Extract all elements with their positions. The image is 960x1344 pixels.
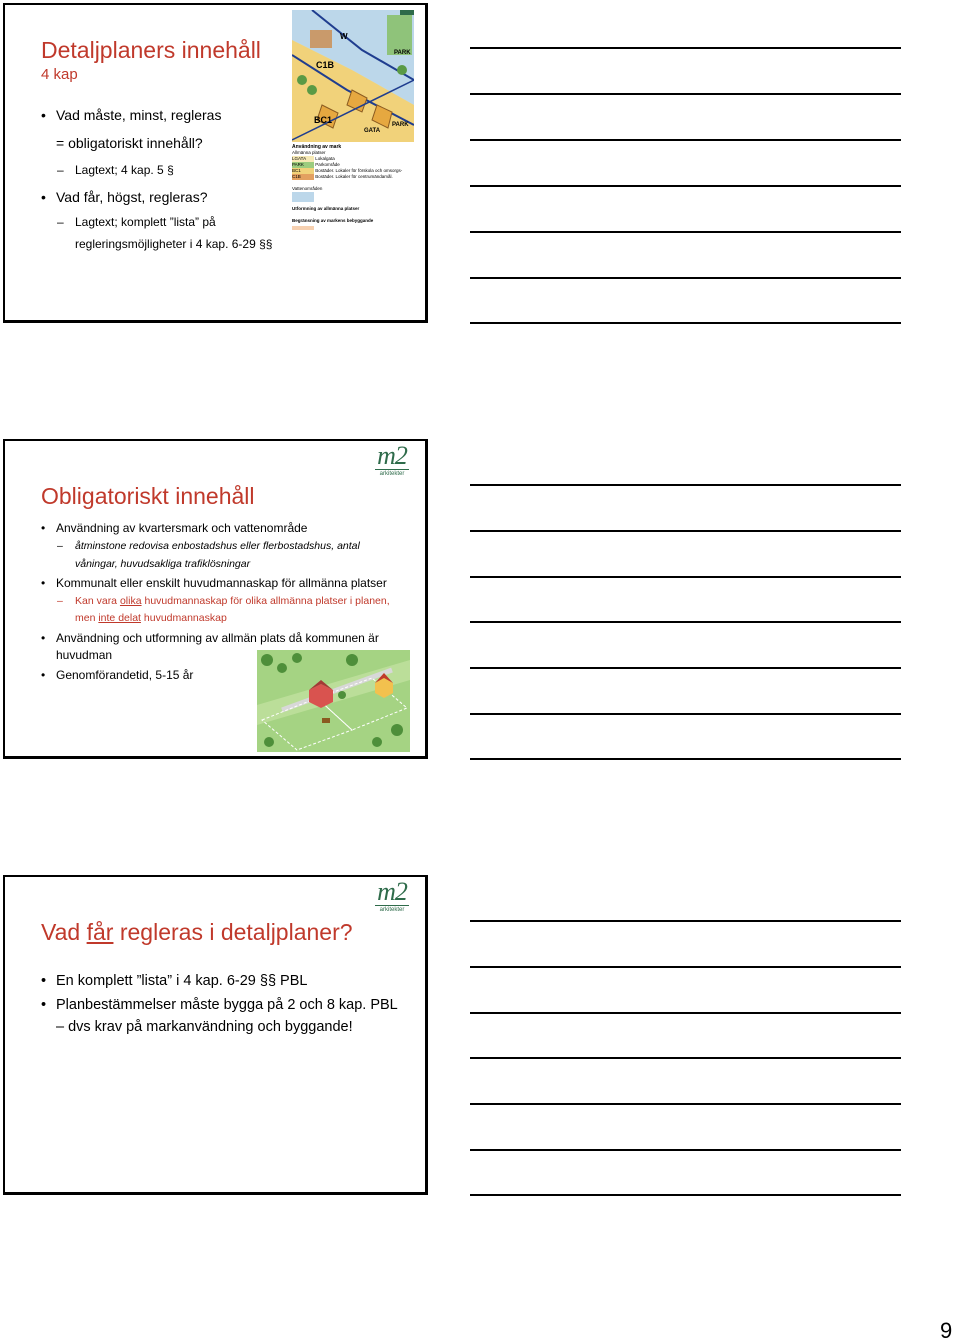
sub-bullet-continuation: regleringsmöjligheter i 4 kap. 6-29 §§ [75,237,273,251]
bullet: • Planbestämmelser måste bygga på 2 och 8 kap. PBL [41,997,398,1013]
note-line [470,1057,901,1059]
sub-bullet: – Lagtext; 4 kap. 5 § [57,163,174,177]
plan-map-image [292,10,414,142]
note-line [470,322,901,324]
zone-label: PARK [394,50,411,56]
zone-label: W [340,32,348,41]
slide-subtitle: 4 kap [41,66,78,83]
zone-label: GATA [364,128,381,134]
bullet: • Vad måste, minst, regleras [41,107,222,123]
note-line [470,231,901,233]
note-line [470,1012,901,1014]
plan-legend: Användning av mark Allmänna platser LGATA Lokalgata PARK Parkområde BC1 Bostäder. Lokaler för förskola och omsorgs- C1B Bostäder. Lokaler för centrumändamål. Vattenområden Utformning av allmänna platser Begränsning av markens bebyggande [292,144,414,259]
legend-swatch [292,192,314,202]
m2-arkitekter-logo: m2 arkitekter [375,443,409,478]
legend-row: C1B Bostäder. Lokaler för centrumändamål. [292,174,393,179]
bullet-continuation: = obligatoriskt innehåll? [56,135,203,151]
bullet: • En komplett ”lista” i 4 kap. 6-29 §§ PBL [41,973,308,989]
slide-title: Obligatoriskt innehåll [41,483,255,509]
slide-2 [3,439,428,759]
note-line [470,484,901,486]
note-line [470,530,901,532]
note-line [470,920,901,922]
m2-arkitekter-logo: m2 arkitekter [375,879,409,914]
bullet: • Vad får, högst, regleras? [41,189,208,205]
bullet: • Genomförandetid, 5-15 år [41,668,194,682]
note-line [470,1194,901,1196]
sub-bullet: – Lagtext; komplett ”lista” på [57,215,216,229]
note-line [470,185,901,187]
note-line [470,93,901,95]
residential-area-drawing [257,650,410,752]
note-line [470,1149,901,1151]
bullet: • Användning och utformning av allmän plats då kommunen är [41,631,379,645]
note-line [470,47,901,49]
zone-label: PARK [392,122,409,128]
legend-row: PARK Parkområde [292,162,340,167]
note-line [470,139,901,141]
sub-bullet-continuation: men inte delat huvudmannaskap [75,612,227,624]
slide-title: Detaljplaners innehåll [41,37,261,63]
note-line [470,966,901,968]
slide-1 [3,3,428,323]
note-line [470,758,901,760]
page-number: 9 [940,1318,953,1343]
note-line [470,1103,901,1105]
residential-area-illustration [257,650,410,752]
bullet-continuation: huvudman [56,648,113,662]
note-line [470,621,901,623]
legend-row: LGATA Lokalgata [292,156,335,161]
sub-bullet: – Kan vara olika huvudmannaskap för olika allmänna platser i planen, [57,595,390,607]
legend-row: BC1 Bostäder. Lokaler för förskola och omsorgs- [292,168,403,173]
note-line [470,667,901,669]
sub-bullet-continuation: våningar, huvudsakliga trafiklösningar [75,558,251,570]
legend-swatch [292,226,314,230]
zone-label: BC1 [314,115,333,125]
slide-title: Vad får regleras i detaljplaner? [41,919,353,945]
bullet-continuation: – dvs krav på markanvändning och byggande! [56,1019,353,1035]
note-line [470,713,901,715]
bullet: • Kommunalt eller enskilt huvudmannaskap för allmänna platser [41,576,387,590]
zone-label: C1B [316,60,335,70]
bullet: • Användning av kvartersmark och vattenområde [41,521,308,535]
slide-3 [3,875,428,1195]
sub-bullet: – åtminstone redovisa enbostadshus eller flerbostadshus, antal [57,540,360,552]
note-line [470,277,901,279]
note-line [470,576,901,578]
